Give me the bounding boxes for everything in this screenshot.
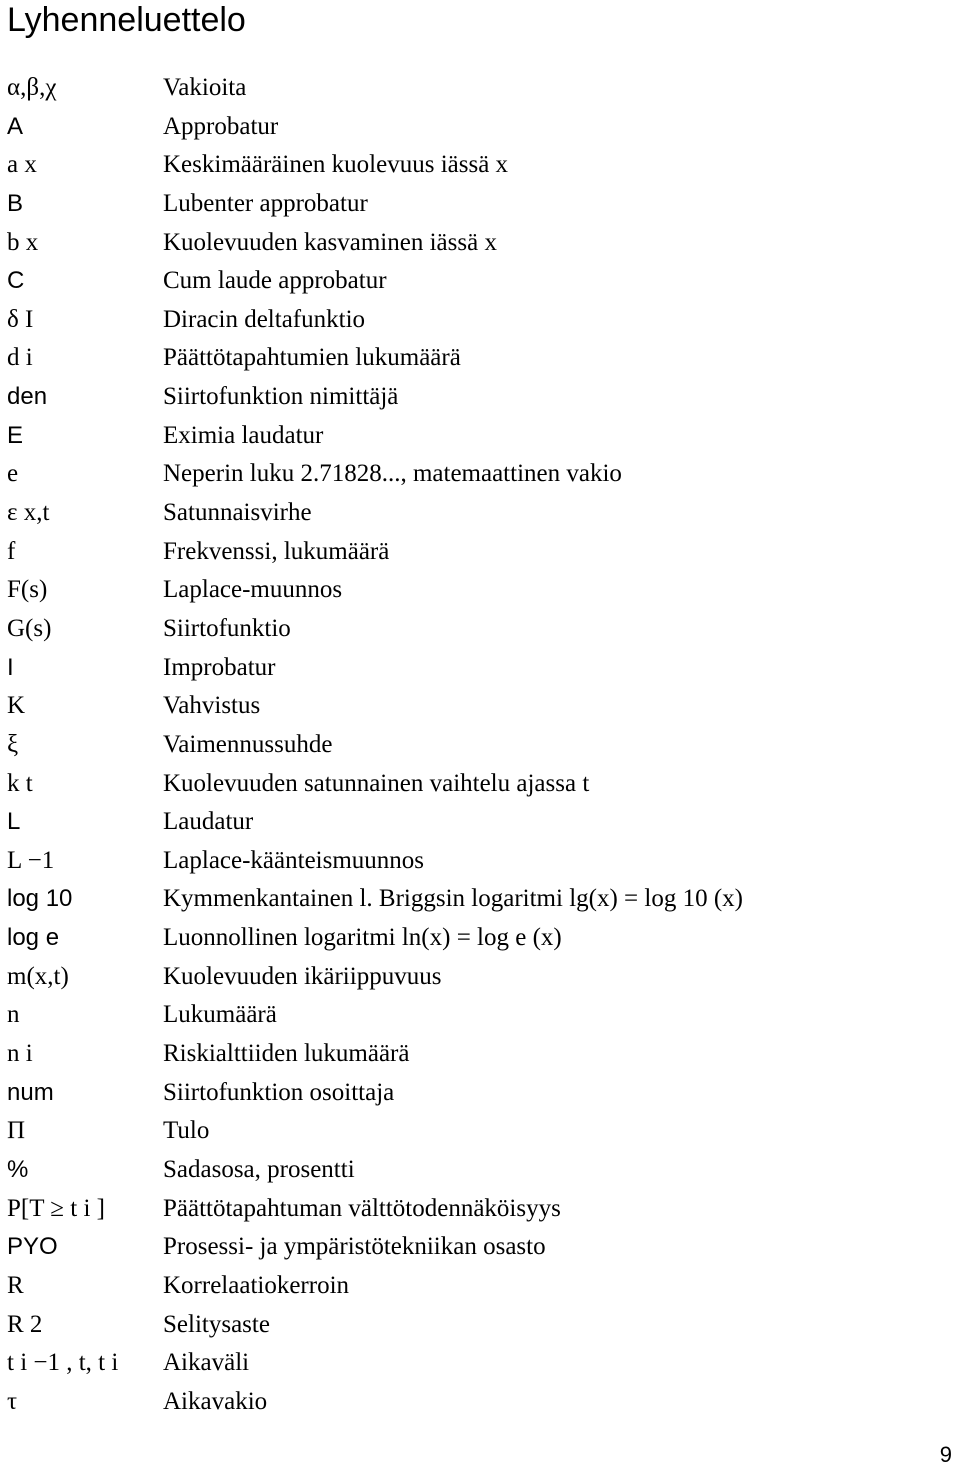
abbreviation-symbol: L: [7, 808, 21, 836]
list-item: [7, 378, 947, 417]
list-item: [7, 339, 947, 378]
abbreviation-symbol: n: [7, 1001, 20, 1029]
abbreviation-symbol: d i: [7, 344, 33, 372]
abbreviation-symbol: C: [7, 267, 25, 295]
abbreviation-definition: Tulo: [163, 1117, 210, 1145]
abbreviation-symbol: e: [7, 460, 19, 488]
list-item: [7, 1228, 947, 1267]
page-title: Lyhenneluettelo: [7, 1, 246, 39]
abbreviation-symbol: t i −1 , t, t i: [7, 1349, 119, 1377]
abbreviation-definition: Diracin deltafunktio: [163, 305, 366, 333]
abbreviation-symbol: L −1: [7, 846, 55, 874]
abbreviation-symbol: ξ: [7, 730, 19, 758]
list-item: [7, 185, 947, 224]
abbreviation-symbol: PYO: [7, 1233, 58, 1261]
list-item: [7, 1035, 947, 1074]
list-item: [7, 417, 947, 456]
abbreviation-definition: Vahvistus: [163, 692, 261, 720]
abbreviation-definition: Approbatur: [163, 112, 279, 140]
list-item: [7, 1190, 947, 1229]
abbreviation-symbol: m(x,t): [7, 962, 69, 990]
abbreviation-definition: Päättötapahtuman välttötodennäköisyys: [163, 1194, 561, 1222]
abbreviation-definition: Laudatur: [163, 808, 254, 836]
abbreviation-symbol: δ I: [7, 305, 34, 333]
abbreviation-list: [7, 69, 947, 1421]
abbreviation-definition: Prosessi- ja ympäristötekniikan osasto: [163, 1233, 546, 1261]
abbreviation-definition: Korrelaatiokerroin: [163, 1271, 350, 1299]
list-item: [7, 455, 947, 494]
abbreviation-definition: Siirtofunktion nimittäjä: [163, 383, 399, 411]
abbreviation-symbol: P[T ≥ t i ]: [7, 1194, 105, 1222]
list-item: [7, 687, 947, 726]
list-item: [7, 571, 947, 610]
list-item: [7, 1112, 947, 1151]
abbreviation-symbol: a x: [7, 151, 37, 179]
abbreviation-symbol: A: [7, 112, 24, 140]
abbreviation-symbol: B: [7, 189, 24, 217]
list-item: [7, 262, 947, 301]
abbreviation-definition: Sadasosa, prosentti: [163, 1155, 355, 1183]
abbreviation-definition: Frekvenssi, lukumäärä: [163, 537, 390, 565]
abbreviation-definition: Siirtofunktion osoittaja: [163, 1078, 395, 1106]
abbreviation-symbol: τ: [7, 1387, 18, 1415]
abbreviation-symbol: K: [7, 692, 26, 720]
abbreviation-definition: Riskialttiiden lukumäärä: [163, 1040, 410, 1068]
abbreviation-definition: Kuolevuuden satunnainen vaihtelu ajassa t: [163, 769, 590, 797]
list-item: [7, 69, 947, 108]
list-item: [7, 1344, 947, 1383]
abbreviation-symbol: log 10: [7, 885, 73, 913]
list-item: [7, 649, 947, 688]
list-item: [7, 1267, 947, 1306]
list-item: [7, 494, 947, 533]
list-item: [7, 1306, 947, 1345]
abbreviation-definition: Satunnaisvirhe: [163, 499, 312, 527]
abbreviation-definition: Aikaväli: [163, 1349, 250, 1377]
abbreviation-symbol: F(s): [7, 576, 48, 604]
abbreviation-symbol: f: [7, 537, 16, 565]
abbreviation-symbol: ε x,t: [7, 499, 50, 527]
abbreviation-definition: Kymmenkantainen l. Briggsin logaritmi lg(x) = log 10 (x): [163, 885, 743, 913]
abbreviation-symbol: log e: [7, 924, 60, 952]
list-item: [7, 726, 947, 765]
list-item: [7, 880, 947, 919]
list-item: [7, 1074, 947, 1113]
abbreviation-symbol: n i: [7, 1040, 33, 1068]
list-item: [7, 301, 947, 340]
abbreviation-definition: Siirtofunktio: [163, 614, 291, 642]
list-item: [7, 533, 947, 572]
list-item: [7, 1151, 947, 1190]
list-item: [7, 958, 947, 997]
list-item: [7, 919, 947, 958]
list-item: [7, 610, 947, 649]
abbreviation-definition: Keskimääräinen kuolevuus iässä x: [163, 151, 509, 179]
abbreviation-definition: Neperin luku 2.71828..., matemaattinen vakio: [163, 460, 622, 488]
abbreviation-symbol: k t: [7, 769, 33, 797]
list-item: [7, 996, 947, 1035]
abbreviation-symbol: I: [7, 653, 14, 681]
abbreviation-definition: Aikavakio: [163, 1387, 268, 1415]
abbreviation-definition: Laplace-muunnos: [163, 576, 343, 604]
list-item: [7, 108, 947, 147]
abbreviation-symbol: R: [7, 1271, 24, 1299]
list-item: [7, 765, 947, 804]
page-number: 9: [939, 1442, 952, 1467]
abbreviation-symbol: G(s): [7, 614, 52, 642]
abbreviation-definition: Eximia laudatur: [163, 421, 324, 449]
abbreviation-definition: Laplace-käänteismuunnos: [163, 846, 425, 874]
abbreviation-definition: Luonnollinen logaritmi ln(x) = log e (x): [163, 924, 562, 952]
abbreviation-definition: Selitysaste: [163, 1310, 270, 1338]
abbreviation-symbol: R 2: [7, 1310, 43, 1338]
abbreviation-symbol: b x: [7, 228, 39, 256]
abbreviation-definition: Improbatur: [163, 653, 276, 681]
list-item: [7, 803, 947, 842]
list-item: [7, 224, 947, 263]
abbreviation-symbol: num: [7, 1078, 54, 1106]
abbreviation-definition: Cum laude approbatur: [163, 267, 387, 295]
abbreviation-definition: Kuolevuuden ikäriippuvuus: [163, 962, 442, 990]
abbreviation-symbol: E: [7, 421, 24, 449]
abbreviation-definition: Lubenter approbatur: [163, 189, 368, 217]
abbreviation-definition: Päättötapahtumien lukumäärä: [163, 344, 461, 372]
abbreviation-symbol: den: [7, 383, 48, 411]
abbreviation-definition: Kuolevuuden kasvaminen iässä x: [163, 228, 497, 256]
list-item: [7, 842, 947, 881]
abbreviation-symbol: Π: [7, 1117, 26, 1145]
list-item: [7, 1383, 947, 1422]
abbreviation-definition: Vakioita: [163, 74, 247, 101]
list-item: [7, 146, 947, 185]
abbreviation-definition: Vaimennussuhde: [163, 730, 333, 758]
abbreviation-definition: Lukumäärä: [163, 1001, 277, 1029]
abbreviation-symbol: %: [7, 1155, 29, 1183]
abbreviation-symbol: α,β,χ: [7, 74, 57, 101]
